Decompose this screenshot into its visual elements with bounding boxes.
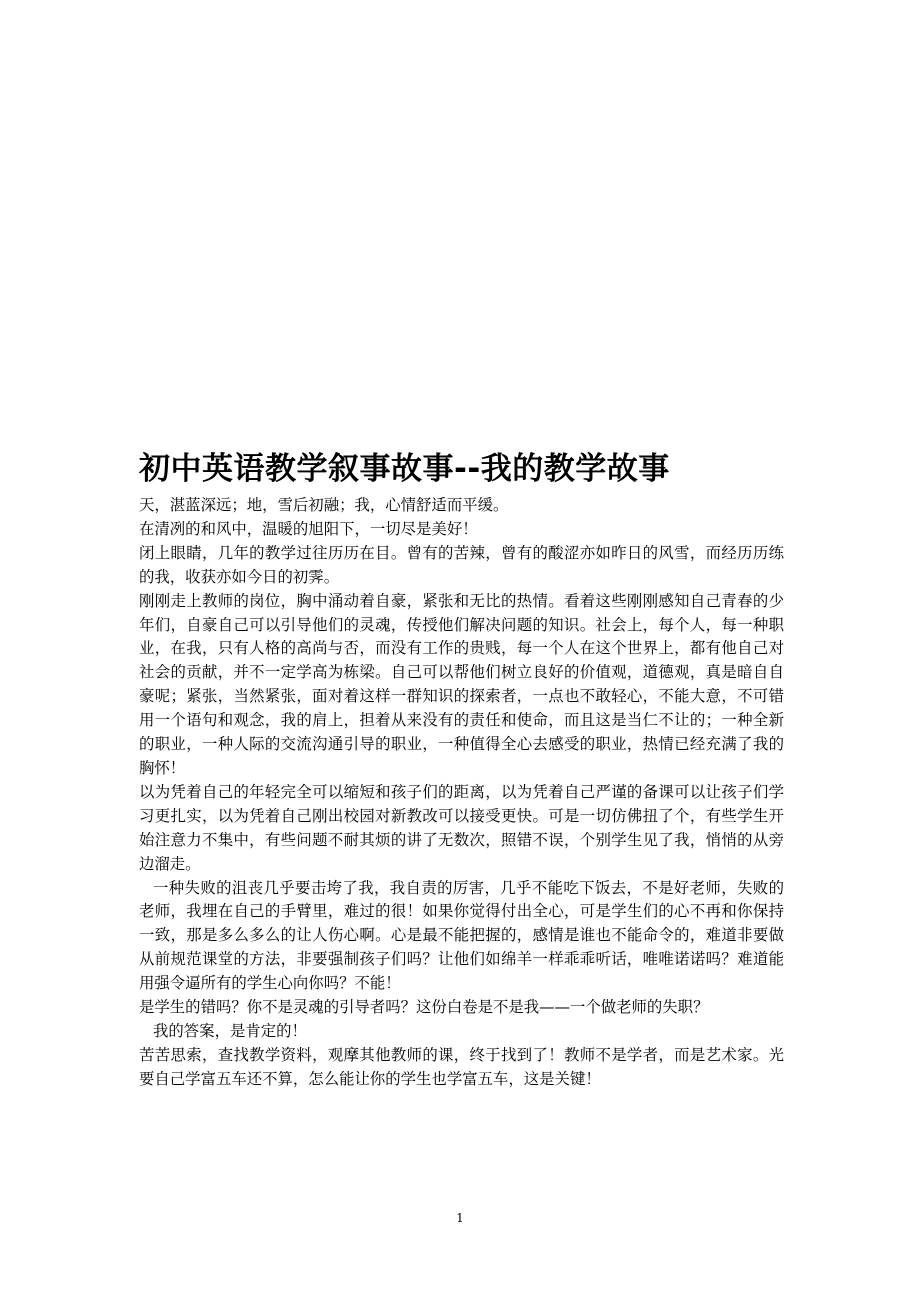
page-number: 1 bbox=[456, 1211, 464, 1225]
document-title: 初中英语教学叙事故事--我的教学故事 bbox=[139, 450, 670, 487]
paragraph: 天，湛蓝深远；地，雪后初融；我，心情舒适而平缓。 bbox=[139, 496, 509, 514]
paragraph: 一种失败的沮丧几乎要击垮了我，我自责的厉害，几乎不能吃下饭去，不是好老师，失败的老师，我埋在自己的手臂里，难过的很！如果你觉得付出全心，可是学生们的心不再和你保持一致，那是多么多么的让人伤心啊。心是最不能把握的，感情是谁也不能命令的，难道非要做从前规范课堂的方法，非要强制孩子们吗？让他们如绵羊一样乖乖听话，唯唯诺诺吗？难道能用强令逼所有的学生心向你吗？不能！ bbox=[139, 878, 784, 993]
document-body bbox=[139, 494, 784, 1092]
paragraph: 在清冽的和风中，温暖的旭阳下，一切尽是美好！ bbox=[139, 519, 478, 538]
paragraph: 我的答案，是肯定的！ bbox=[153, 1021, 307, 1040]
paragraph: 苦苦思索，查找教学资料，观摩其他教师的课，终于找到了！教师不是学者，而是艺术家。光要自己学富五车还不算，怎么能让你的学生也学富五车，这是关键！ bbox=[139, 1045, 784, 1088]
paragraph: 闭上眼睛，几年的教学过往历历在目。曾有的苦辣，曾有的酸涩亦如昨日的风雪，而经历历练的我，收获亦如今日的初霁。 bbox=[139, 543, 784, 586]
paragraph: 是学生的错吗？你不是灵魂的引导者吗？这份白卷是不是我——一个做老师的失职？ bbox=[139, 998, 709, 1017]
paragraph: 刚刚走上教师的岗位，胸中涌动着自豪，紧张和无比的热情。看着这些刚刚感知自己青春的少年们，自豪自己可以引导他们的灵魂，传授他们解决问题的知识。社会上，每个人，每一种职业，在我，只有人格的高尚与否，而没有工作的贵贱，每一个人在这个世界上，都有他自己对社会的贡献，并不一定学高为栋梁。自己可以帮他们树立良好的价值观，道德观，真是暗自自豪呢；紧张，当然紧张，面对着这样一群知识的探索者，一点也不敢轻心，不能大意，不可错用一个语句和观念，我的肩上，担着从来没有的责任和使命，而且这是当仁不让的；一种全新的职业，一种人际的交流沟通引导的职业，一种值得全心去感受的职业，热情已经充满了我的胸怀！ bbox=[139, 591, 784, 777]
paragraph: 以为凭着自己的年轻完全可以缩短和孩子们的距离，以为凭着自己严谨的备课可以让孩子们学习更扎实，以为凭着自己刚出校园对新教改可以接受更快。可是一切仿佛扭了个，有些学生开始注意力不集中，有些问题不耐其烦的讲了无数次，照错不误，个别学生见了我，悄悄的从旁边溜走。 bbox=[139, 782, 784, 873]
